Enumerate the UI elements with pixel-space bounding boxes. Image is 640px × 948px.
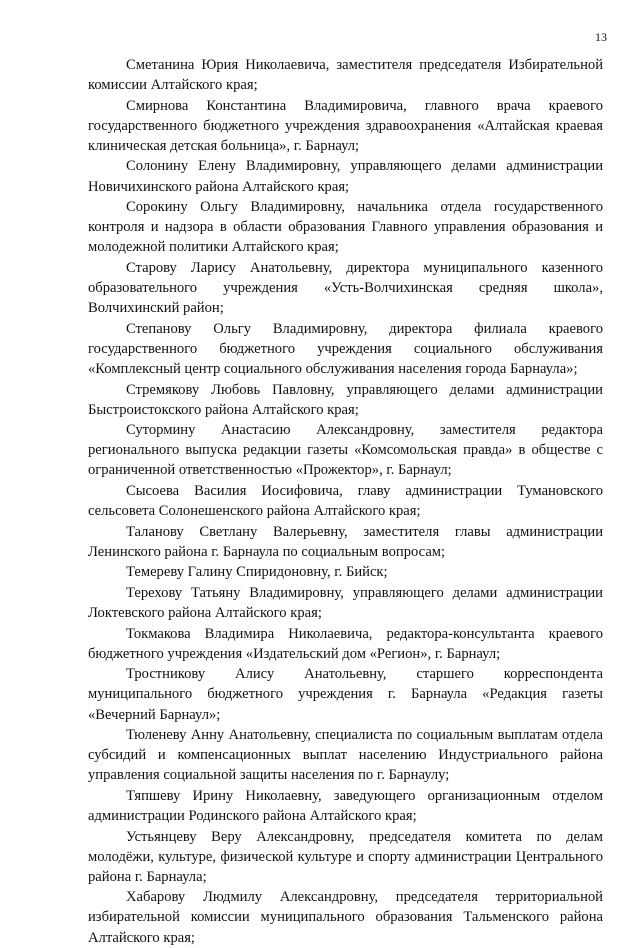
list-entry: Сорокину Ольгу Владимировну, начальника отдела государственного контроля и надзора в области образования Главного управления образования и молодежной политики Алтайского края; <box>88 199 603 256</box>
list-entry: Тяпшеву Ирину Николаевну, заведующего организационным отделом администрации Родинского района Алтайского края; <box>88 787 603 824</box>
list-entry: Сутормину Анастасию Александровну, заместителя редактора регионального выпуска редакции газеты «Комсомольская правда» в обществе с ограниченной ответственностью «Прожектор», г. Барнаул; <box>88 422 603 479</box>
list-entry: Хабарову Людмилу Александровну, председателя территориальной избирательной комиссии муниципального образования Тальменского района Алтайского края; <box>88 889 603 946</box>
list-entry: Темереву Галину Спиридоновну, г. Бийск; <box>126 564 388 581</box>
list-entry: Солонину Елену Владимировну, управляющего делами администрации Новичихинского района Алтайского края; <box>88 158 603 195</box>
list-entry: Степанову Ольгу Владимировну, директора филиала краевого государственного бюджетного учреждения социального обслуживания «Комплексный центр социального обслуживания населения города Барнаула»; <box>88 320 603 377</box>
list-entry: Сметанина Юрия Николаевича, заместителя председателя Избирательной комиссии Алтайского края; <box>88 57 603 94</box>
list-entry: Смирнова Константина Владимировича, главного врача краевого государственного бюджетного учреждения здравоохранения «Алтайская краевая клиническая детская больница», г. Барнаул; <box>88 97 603 154</box>
list-entry: Токмакова Владимира Николаевича, редактора-консультанта краевого бюджетного учреждения «Издательский дом «Регион», г. Барнаул; <box>88 625 603 662</box>
list-entry: Старову Ларису Анатольевну, директора муниципального казенного образовательного учреждения «Усть-Волчихинская средняя школа», Волчихинский район; <box>88 259 603 317</box>
list-entry: Устьянцеву Веру Александровну, председателя комитета по делам молодёжи, культуре, физической культуре и спорту администрации Центрального района г. Барнаула; <box>88 828 603 885</box>
list-entry: Сысоева Василия Иосифовича, главу администрации Тумановского сельсовета Солонешенского района Алтайского края; <box>88 482 603 520</box>
list-entry: Тростникову Алису Анатольевну, старшего корреспондента муниципального бюджетного учреждения г. Барнаула «Редакция газеты «Вечерний Барнаул»; <box>88 666 603 723</box>
list-entry: Таланову Светлану Валерьевну, заместителя главы администрации Ленинского района г. Барнаула по социальным вопросам; <box>88 523 603 560</box>
document-body <box>88 55 603 948</box>
list-entry: Тюленеву Анну Анатольевну, специалиста по социальным выплатам отдела субсидий и компенсационных выплат населению Индустриального района управления социальной защиты населения по г. Барнаулу; <box>88 727 603 784</box>
list-entry: Стремякову Любовь Павловну, управляющего делами администрации Быстроистокского района Алтайского края; <box>88 381 603 418</box>
page-number: 13 <box>595 30 607 44</box>
list-entry: Терехову Татьяну Владимировну, управляющего делами администрации Локтевского района Алтайского края; <box>88 584 603 622</box>
